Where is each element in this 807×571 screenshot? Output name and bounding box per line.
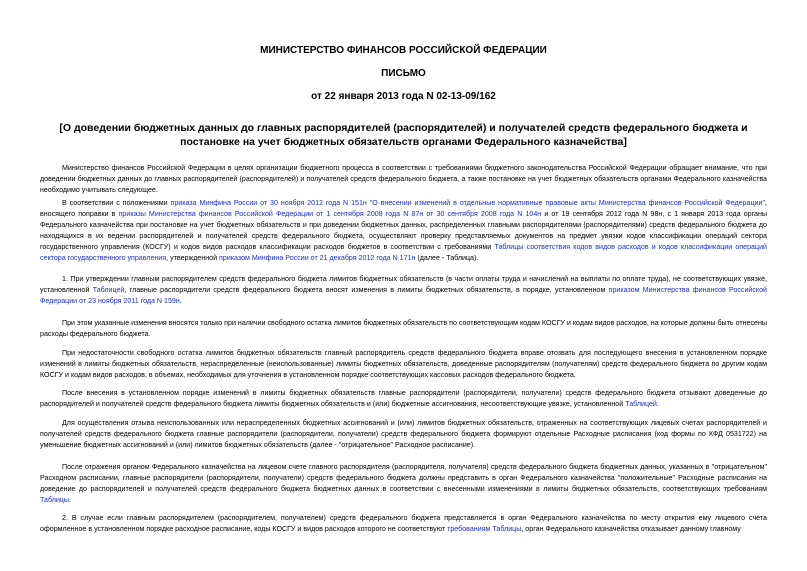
paragraph-text: , главные распорядители средств федерального бюджета вносят изменения в лимиты бюджетных обязательств, в порядке, установленном	[124, 286, 609, 294]
paragraph-text: В соответствии с положениями	[62, 199, 171, 207]
paragraph-insufficient-balance: При недостаточности свободного остатка лимитов бюджетных обязательств главный распорядитель средств федерального бюджета вправе отозвать для последующего внесения в установленном порядке изменений в лимиты бюджетных обязательств, нераспределенные (неиспользованные) лимиты бюджетных обязательств, доведенные распорядителям (получателям) средств федерального бюджета по другим кодам КОСГУ и кодам видов расходов, в объемах, необходимых для уточнения в установленном порядке соответствующих кассовых расходов федерального бюджета.	[40, 349, 767, 379]
paragraph-text: .	[179, 297, 182, 305]
document-subject: [О доведении бюджетных данных до главных распорядителей (распорядителей) и получателей средств федерального бюджета и постановке на учет бюджетных обязательств органами Федерального казначейства]	[59, 122, 748, 148]
paragraph-text: (далее - Таблица).	[415, 254, 479, 262]
paragraph-text: и от 19 сентября 2012 года N 98н, с 1 января 2013 года органы Федерального казначейства при постановке на учет бюджетных обязательств и при доведении бюджетных данных, распределенных главными распорядителями (распорядителями) средств федерального бюджета до находящихся в их ведении распорядителей и получателей средств федерального бюджета, осуществляют проверку представляемых документов на предмет увязки кодов классификации операций сектора государственного управления (КОСГУ) и кодов видов расходов классификации расходов бюджетов в соответствии с требованиями	[40, 210, 767, 251]
paragraph-text: , орган Федерального казначейства отказывает данному главному	[521, 525, 741, 533]
link-table[interactable]: Таблицы	[40, 496, 69, 504]
paragraph-changes-condition: При этом указанные изменения вносятся только при наличии свободного остатка лимитов бюджетных обязательств по соответствующим кодам КОСГУ и кодам видов расходов, на которые должны быть отнесены расходы федерального бюджета.	[40, 319, 767, 338]
link-order-171n[interactable]: приказом Минфина России от 21 декабря 2012 года N 171н	[219, 254, 416, 262]
paragraph-text: , вносящего поправки в	[40, 199, 767, 218]
document-date-number: от 22 января 2013 года N 02-13-09/162	[311, 91, 496, 102]
paragraph-item-1	[40, 274, 767, 307]
paragraph-item-2	[40, 513, 767, 535]
paragraph-text: После внесения в установленном порядке изменений в лимиты бюджетных обязательств главные распорядители (распорядители, получатели) средств федерального бюджета отзывают доведенные до распорядителей и получателей средств федерального бюджета лимиты бюджетных обязательств и (или) бюджетные ассигнования, несоответствующие увязке, установленной	[40, 389, 767, 408]
ministry-heading: МИНИСТЕРСТВО ФИНАНСОВ РОССИЙСКОЙ ФЕДЕРАЦИИ	[260, 45, 547, 56]
link-orders-87n-104n[interactable]: приказы Министерства финансов Российской Федерации от 1 сентября 2008 года N 87н от 30 сентября 2008 года N 104н	[118, 210, 542, 218]
link-table[interactable]: Таблицей	[92, 286, 125, 294]
paragraph-text: После отражения органом Федерального казначейства на лицевом счете главного распорядителя (распорядителя, получателя) средств федерального бюджета бюджетных данных, указанных в "отрицательном" Расходном расписании, главные распорядители (распорядители, получатели) средств федерального бюджета должны представить в орган Федерального казначейства "положительные" Расходные расписания на доведение до распорядителей и получателей средств федерального бюджета бюджетных данных в соответствии с внесенными изменениями в лимиты бюджетных обязательств, соответствующих требованиям	[40, 463, 767, 493]
paragraph-text: , утвержденной	[166, 254, 220, 262]
paragraph-text: 1. При утверждении главным распорядителем средств федерального бюджета лимитов бюджетных обязательств (в части оплаты труда и начислений на выплаты по оплате труда), не соответствующих увязке, установленной	[40, 275, 767, 294]
link-correspondence-table[interactable]: Таблицы соответствия кодов видов расходов и кодов классификации операций сектора государственного управления	[40, 243, 767, 262]
paragraph-text: .	[68, 496, 71, 504]
paragraph-text: 2. В случае если главным распорядителем (распорядителем, получателем) средств федерального бюджета представляется в орган Федерального казначейства по месту открытия ему лицевого счета оформленное в установленном порядке расходное расписание, коды КОСГУ и видов расходов которого не соответствуют	[40, 514, 767, 533]
link-order-151n[interactable]: приказа Минфина России от 30 ноября 2012 года N 151н "О внесении изменений в отдельные нормативные правовые акты Министерства финансов Российской Федерации"	[170, 199, 766, 207]
paragraph-legal-basis	[40, 198, 767, 264]
link-table[interactable]: Таблицей	[625, 400, 657, 408]
link-table-requirements[interactable]: требованиям Таблицы	[447, 525, 522, 533]
paragraph-recall-limits	[40, 388, 767, 410]
document-type-heading: ПИСЬМО	[381, 68, 426, 79]
paragraph-intro: Министерство финансов Российской Федерации в целях организации бюджетного процесса в соответствии с требованиями бюджетного законодательства Российской Федерации обращает внимание, что при доведении бюджетных данных до главных распорядителей (распорядителей) и получателей средств федерального бюджета, а также постановке на учет бюджетных обязательств органами Федерального казначейства необходимо учитывать следующее.	[40, 164, 767, 194]
paragraph-positive-schedule	[40, 462, 767, 506]
link-order-159n[interactable]: приказом Министерства финансов Российской Федерации от 23 ноября 2011 года N 159н	[40, 286, 768, 305]
paragraph-negative-schedule: Для осуществления отзыва неиспользованных или нераспределенных бюджетных ассигнований и (или) лимитов бюджетных обязательств, отраженных на соответствующих лицевых счетах распорядителей и получателей средств федерального бюджета главные распорядители (распорядители, получатели) средств федерального бюджета формируют отдельные Расходные расписания (код формы по КФД 0531722) на уменьшение бюджетных ассигнований и (или) лимитов бюджетных обязательств (далее - "отрицательное" Расходное расписание).	[40, 419, 767, 449]
paragraph-text: .	[656, 400, 659, 408]
